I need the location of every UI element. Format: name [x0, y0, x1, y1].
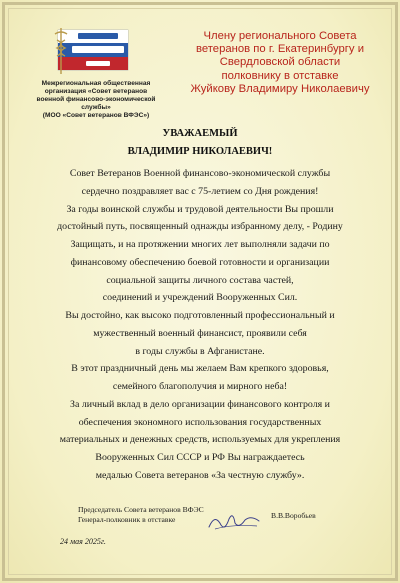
- addressee-block: [170, 30, 390, 96]
- veterans-council-logo: [52, 26, 132, 76]
- document-date: 24 мая 2025г.: [60, 537, 106, 546]
- body-line: Вы достойно, как высоко подготовленный профессиональный и: [65, 310, 335, 321]
- org-line: Межрегиональная общественная: [41, 80, 151, 87]
- body-line: Защищать, и на протяжении многих лет выполняли задачи по: [70, 239, 330, 250]
- addressee-line: полковнику в отставке: [221, 69, 339, 82]
- organization-name: [20, 80, 172, 120]
- addressee-line: Члену регионального Совета: [203, 30, 357, 42]
- signatory-line: Генерал-полковник в отставке: [78, 514, 176, 524]
- signatory-name: В.В.Воробьев: [271, 511, 316, 520]
- org-line: организация «Совет ветеранов: [44, 88, 148, 95]
- body-line: обеспечения экономного использования государственных: [78, 416, 322, 428]
- org-line: службы»: [81, 104, 111, 111]
- body-line: Совет Ветеранов Военной финансово-экономической службы: [69, 168, 331, 179]
- org-line: военной финансово-экономической: [36, 96, 156, 103]
- body-line: финансовому обеспечению боевой готовности и организации: [70, 256, 330, 268]
- handwritten-signature: [205, 511, 265, 533]
- signatory-line: Председатель Совета ветеранов ВФЭС: [78, 505, 204, 514]
- addressee-line: Жуйкову Владимиру Николаевичу: [190, 82, 370, 95]
- salutation-line-1: УВАЖАЕМЫЙ: [162, 128, 238, 139]
- body-line: соединений и учреждений Вооруженных Сил.: [102, 292, 298, 304]
- body-line: За годы воинской службы и трудовой деятельности Вы прошли: [66, 203, 334, 215]
- body-line: В этот праздничный день мы желаем Вам крепкого здоровья,: [71, 363, 329, 375]
- body-line: материальных и денежных средств, используемых для укрепления: [59, 434, 341, 446]
- body-line: За личный вклад в дело организации финансового контроля и: [70, 398, 330, 410]
- logo-text-lines: [78, 33, 118, 39]
- body-line: медалью Совета ветеранов «За честную службу».: [95, 469, 305, 481]
- body-line: сердечно поздравляет вас с 75-летием со Дня рождения!: [81, 185, 319, 197]
- org-line: (МОО «Совет ветеранов ВФЭС»): [42, 112, 150, 119]
- addressee-line: Свердловской области: [219, 56, 341, 69]
- body-line: социальной защиты личного состава частей,: [106, 274, 294, 286]
- body-line: достойный путь, посвященный однажды избранному делу, - Родину: [57, 221, 343, 233]
- addressee-line: ветеранов по г. Екатеринбургу и: [195, 43, 365, 56]
- body-line: Вооруженных Сил СССР и РФ Вы награждаетесь: [95, 452, 305, 463]
- body-line: в годы службы в Афганистане.: [135, 345, 265, 357]
- congratulation-text: [0, 165, 400, 485]
- body-line: мужественный военный финансист, проявили себя: [93, 327, 307, 339]
- salutation-line-2: ВЛАДИМИР НИКОЛАЕВИЧ!: [127, 146, 273, 157]
- body-line: семейного благополучия и мирного неба!: [112, 381, 288, 392]
